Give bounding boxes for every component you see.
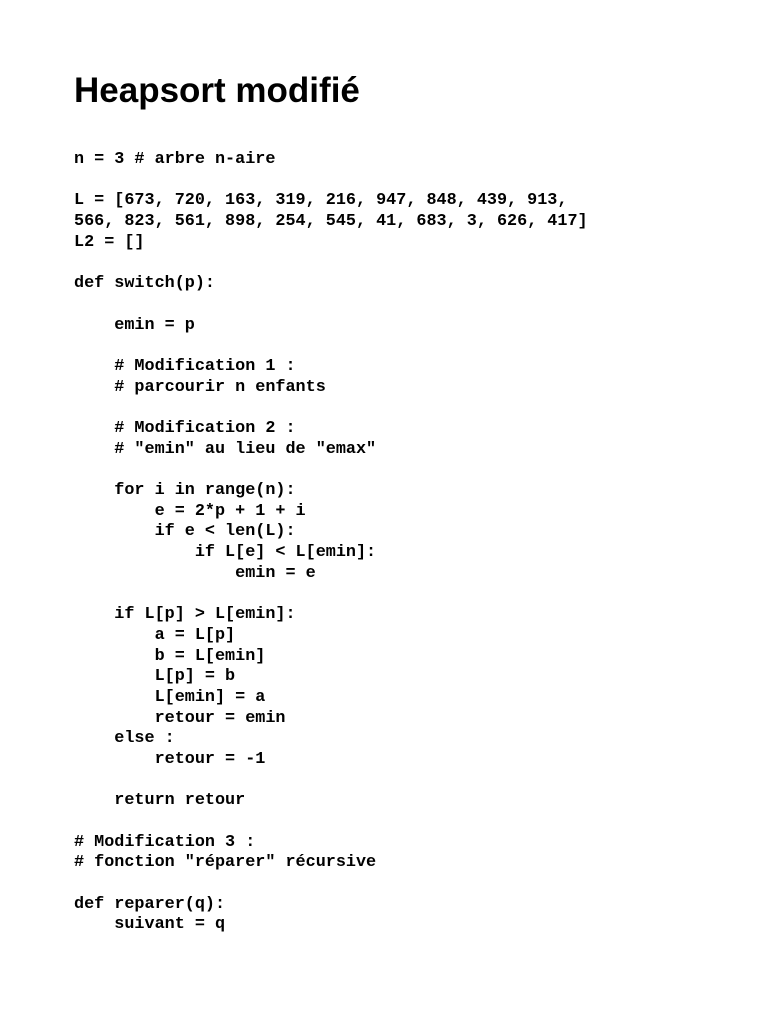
code-line: retour = emin <box>74 708 286 728</box>
code-line: # Modification 1 : <box>74 356 296 376</box>
code-line: # Modification 3 : <box>74 832 256 852</box>
code-line: 566, 823, 561, 898, 254, 545, 41, 683, 3, 626, 417] <box>74 212 588 232</box>
code-block <box>74 150 748 936</box>
code-line: emin = e <box>74 563 316 583</box>
code-line <box>74 336 748 357</box>
code-line: # fonction "réparer" récursive <box>74 853 377 873</box>
code-line: L[p] = b <box>74 667 236 687</box>
code-line: e = 2*p + 1 + i <box>74 501 306 521</box>
code-line: emin = p <box>74 315 195 335</box>
code-line <box>74 171 748 192</box>
code-line <box>74 460 748 481</box>
code-line <box>74 874 748 895</box>
code-line: suivant = q <box>74 915 226 935</box>
code-line: else : <box>74 729 175 749</box>
code-line: # parcourir n enfants <box>74 377 326 397</box>
code-line <box>74 771 748 792</box>
code-line: # Modification 2 : <box>74 418 296 438</box>
code-line: n = 3 # arbre n-aire <box>74 150 276 169</box>
code-line: # "emin" au lieu de "emax" <box>74 439 377 459</box>
code-line: retour = -1 <box>74 749 266 769</box>
code-line <box>74 584 748 605</box>
code-line <box>74 812 748 833</box>
code-line: L2 = [] <box>74 232 145 252</box>
code-line: L[emin] = a <box>74 687 266 707</box>
code-line: if e < len(L): <box>74 522 296 542</box>
code-line <box>74 253 748 274</box>
code-line: if L[p] > L[emin]: <box>74 605 296 625</box>
code-line: return retour <box>74 791 246 811</box>
code-line: def reparer(q): <box>74 894 226 914</box>
code-line: b = L[emin] <box>74 646 266 666</box>
code-line <box>74 398 748 419</box>
code-line <box>74 295 748 316</box>
document-page <box>74 68 748 936</box>
code-line: a = L[p] <box>74 625 236 645</box>
code-line: L = [673, 720, 163, 319, 216, 947, 848, 439, 913, <box>74 191 568 211</box>
code-line: for i in range(n): <box>74 481 296 500</box>
code-line: def switch(p): <box>74 274 215 294</box>
document-title: Heapsort modifié <box>74 71 360 110</box>
code-line: if L[e] < L[emin]: <box>74 543 377 563</box>
